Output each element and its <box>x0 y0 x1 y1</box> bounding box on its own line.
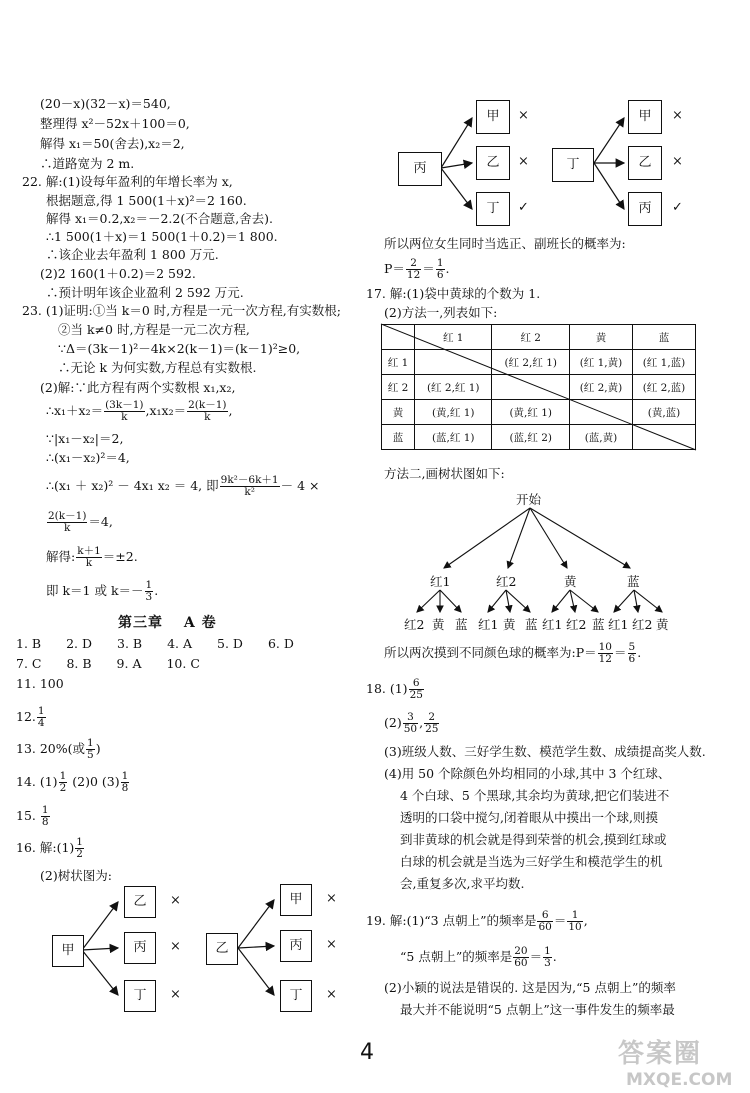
tree-node: 甲 <box>628 100 662 134</box>
q23-line: ∴x₁＋x₂＝ $\frac{(3k-1)}{k}$ ,x₁x₂＝ $\frac{2(k-1)}{k}$ , <box>46 399 233 423</box>
answer-line: 15. $\frac{1}{8}$ <box>16 804 49 828</box>
fraction: $\frac{2(k-1)}{k}$ <box>48 510 87 534</box>
q22-line: 解得 x₁＝0.2,x₂＝－2.2(不合题意,舍去). <box>46 211 274 226</box>
answer-line: 14. (1) $\frac{1}{2}$ (2)0 (3) $\frac{1}{8}$ <box>16 770 129 794</box>
tree-node: 丙 <box>124 932 156 964</box>
eq-line: ∴道路宽为 2 m. <box>40 156 135 171</box>
tree-node: 丙 <box>628 192 662 226</box>
tree-leaf: 蓝 <box>525 617 538 632</box>
q18-line: (4)用 50 个除颜色外均相同的小球,其中 3 个红球、 <box>384 766 671 781</box>
watermark-logo: 答案圈 MXQE.COM <box>618 1039 733 1090</box>
q22-line: ∴预计明年该企业盈利 2 592 万元. <box>46 285 244 300</box>
q23-line: ∵Δ＝(3k－1)²－4k×2(k－1)＝(k－1)²≥0, <box>58 341 301 356</box>
table-row: 黄 (黄,红 1) (黄,红 1) (黄,蓝) <box>382 400 696 425</box>
fraction: $\frac{2(k-1)}{k}$ <box>188 399 227 423</box>
fraction: $\frac{20}{60}$ <box>514 945 528 969</box>
q18-line: (2) $\frac{3}{50}$ , $\frac{2}{25}$ <box>384 711 439 735</box>
q23-line: ∴无论 k 为何实数,方程总有实数根. <box>58 360 257 375</box>
tree-level1: 红1 <box>430 574 451 589</box>
tree-level1: 蓝 <box>627 574 640 589</box>
text-line: 所以两位女生同时当选正、副班长的概率为: <box>384 236 626 251</box>
table-header: 蓝 <box>632 325 695 350</box>
chapter-title: 第三章 A 卷 <box>118 615 217 631</box>
cross-mark: × <box>518 154 529 169</box>
fraction: $\frac{6}{60}$ <box>538 909 552 933</box>
tree-node-root: 丙 <box>398 152 442 186</box>
q23-line: $\frac{2(k-1)}{k}$ ＝4, <box>48 510 113 534</box>
table-row: 蓝 (蓝,红 1) (蓝,红 2) (蓝,黄) <box>382 425 696 450</box>
fraction: $\frac{1}{4}$ <box>37 705 45 729</box>
cross-mark: × <box>672 108 683 123</box>
q23-line: ∴(x₁－x₂)²＝4, <box>46 450 130 465</box>
tree-leaf: 蓝 <box>592 617 605 632</box>
q18-line: 4 个白球、5 个黑球,其余均为黄球,把它们装进不 <box>400 788 670 803</box>
q23-line: (2)解:∵此方程有两个实数根 x₁,x₂, <box>40 380 236 395</box>
answer-line: 1. B 2. D 3. B 4. A 5. D 6. D <box>16 636 294 651</box>
cross-mark: × <box>518 108 529 123</box>
q18-line: 到非黄球的机会就是得到荣誉的机会,摸到红球或 <box>400 832 667 847</box>
q19-line: 最大并不能说明“5 点朝上”这一事件发生的频率最 <box>400 1002 675 1017</box>
tree-leaf: 红1 <box>542 617 563 632</box>
fraction: $\frac{\text{9k²－6k＋1}}{\text{k²}}$ <box>220 474 279 498</box>
eq-line: 解得 x₁＝50(舍去),x₂＝2, <box>40 136 185 151</box>
fraction: $\frac{3}{50}$ <box>403 711 418 735</box>
tree-leaf: 黄 <box>503 617 516 632</box>
q19-line: 19. 解:(1)“3 点朝上”的频率是 $\frac{6}{60}$ ＝ $\frac{1}{10}$ , <box>366 909 588 933</box>
q17-line: 方法二,画树状图如下: <box>384 466 505 481</box>
fraction: $\frac{2}{25}$ <box>425 711 439 735</box>
answer-line: 11. 100 <box>16 676 64 691</box>
answer-line: 16. 解:(1) $\frac{1}{2}$ <box>16 836 83 860</box>
tree-leaf: 红1 <box>478 617 499 632</box>
fraction: $\frac{1}{8}$ <box>121 770 129 794</box>
table-header: 红 2 <box>492 325 569 350</box>
q23-line: ∴(x₁ ＋ x₂)² － 4x₁ x₂ ＝ 4, 即 $\frac{\text{9k²－6k＋1}}{\text{k²}}$ － 4 × <box>46 474 320 498</box>
q19-line: “5 点朝上”的频率是 $\frac{20}{60}$ ＝ $\frac{1}{3}$ . <box>400 945 557 969</box>
q23-line: ②当 k≠0 时,方程是一元二次方程, <box>58 322 250 337</box>
q22-line: 22. 解:(1)设每年盈利的年增长率为 x, <box>22 174 233 189</box>
cross-mark: × <box>672 154 683 169</box>
cross-mark: × <box>326 937 337 952</box>
fraction: $\frac{6}{25}$ <box>409 677 423 701</box>
table-header: 红 1 <box>415 325 492 350</box>
fraction: $\frac{1}{2}$ <box>59 770 67 794</box>
answer-line: 12. $\frac{1}{4}$ <box>16 705 45 729</box>
q23-line: 解得: $\frac{k+1}{k}$ ＝±2. <box>46 545 138 569</box>
tree-node: 丁 <box>476 192 510 226</box>
cross-mark: × <box>326 987 337 1002</box>
fraction: $\frac{1}{8}$ <box>41 804 49 828</box>
fraction: $\frac{1}{5}$ <box>87 737 94 761</box>
q18-line: 白球的机会就是当选为三好学生和模范学生的机 <box>400 854 663 869</box>
tree-leaf: 红1 <box>608 617 629 632</box>
q17-line: (2)方法一,列表如下: <box>384 305 498 320</box>
tree-node: 甲 <box>476 100 510 134</box>
table-header: 黄 <box>569 325 632 350</box>
tree-node-root: 丁 <box>552 148 594 182</box>
fraction: $\frac{1}{6}$ <box>436 257 444 281</box>
q18-line: 会,重复多次,求平均数. <box>400 876 525 891</box>
q22-line: (2)2 160(1＋0.2)＝2 592. <box>40 266 196 281</box>
cross-mark: × <box>326 891 337 906</box>
fraction: $\frac{1}{3}$ <box>145 579 153 603</box>
answer-line: (2)树状图为: <box>40 868 112 883</box>
fraction: $\frac{2}{12}$ <box>406 257 421 281</box>
check-mark: ✓ <box>518 200 529 215</box>
fraction: $\frac{10}{12}$ <box>598 641 612 665</box>
fraction: $\frac{(3k-1)}{k}$ <box>105 399 144 423</box>
cross-mark: × <box>170 987 181 1002</box>
tree-node-root: 乙 <box>206 933 238 965</box>
q17-line: 所以两次摸到不同颜色球的概率为:P＝ $\frac{10}{12}$ ＝ $\frac{5}{6}$ . <box>384 641 642 665</box>
q18-line: (3)班级人数、三好学生数、模范学生数、成绩提高奖人数. <box>384 744 706 759</box>
tree-level1: 红2 <box>496 574 517 589</box>
tree-leaf: 红2 <box>566 617 587 632</box>
fraction: $\frac{5}{6}$ <box>628 641 636 665</box>
table-row: 红 2 (红 2,红 1) (红 2,黄) (红 2,蓝) <box>382 375 696 400</box>
tree-level1: 黄 <box>564 574 577 589</box>
cross-mark: × <box>170 939 181 954</box>
tree-node-root: 甲 <box>52 935 84 967</box>
fraction: $\frac{k+1}{k}$ <box>77 545 101 569</box>
tree-node: 乙 <box>124 886 156 918</box>
text-line: P＝ $\frac{2}{12}$ ＝ $\frac{1}{6}$ . <box>384 257 450 281</box>
eq-line: (20－x)(32－x)＝540, <box>40 96 171 111</box>
q23-line: 23. (1)证明:①当 k＝0 时,方程是一元一次方程,有实数根; <box>22 303 341 318</box>
answer-line: 7. C 8. B 9. A 10. C <box>16 656 200 671</box>
tree-node: 丙 <box>280 930 312 962</box>
eq-line: 整理得 x²－52x＋100＝0, <box>40 116 190 131</box>
tree-leaf: 红2 <box>404 617 425 632</box>
tree-node: 乙 <box>476 146 510 180</box>
q22-line: 根据题意,得 1 500(1＋x)²＝2 160. <box>46 193 247 208</box>
q19-line: (2)小颖的说法是错误的. 这是因为,“5 点朝上”的频率 <box>384 980 676 995</box>
tree-leaf: 黄 <box>656 617 669 632</box>
tree-start: 开始 <box>516 492 542 507</box>
cross-mark: × <box>170 893 181 908</box>
fraction: $\frac{1}{2}$ <box>76 836 83 860</box>
table-row: 红 1 (红 2,红 1) (红 1,黄) (红 1,蓝) <box>382 350 696 375</box>
fraction: $\frac{1}{3}$ <box>544 945 551 969</box>
q18-line: 透明的口袋中搅匀,闭着眼从中摸出一个球,则摸 <box>400 810 658 825</box>
tree-node: 甲 <box>280 884 312 916</box>
q22-line: ∴该企业去年盈利 1 800 万元. <box>46 247 219 262</box>
q22-line: ∴1 500(1＋x)＝1 500(1＋0.2)＝1 800. <box>46 229 278 244</box>
fraction: $\frac{1}{10}$ <box>568 909 582 933</box>
tree-node: 丁 <box>124 980 156 1012</box>
tree-leaf: 红2 <box>632 617 653 632</box>
tree-leaf: 黄 <box>432 617 445 632</box>
tree-node: 丁 <box>280 980 312 1012</box>
q23-line: 即 k＝1 或 k＝－ $\frac{1}{3}$ . <box>46 579 159 603</box>
tree-node: 乙 <box>628 146 662 180</box>
q23-line: ∵|x₁－x₂|＝2, <box>46 431 124 446</box>
q18-line: 18. (1) $\frac{6}{25}$ <box>366 677 423 701</box>
page-number: 4 <box>360 1040 374 1065</box>
answer-line: 13. 20%(或 $\frac{1}{5}$ ) <box>16 737 101 761</box>
tree-leaf: 蓝 <box>455 617 468 632</box>
check-mark: ✓ <box>672 200 683 215</box>
q17-line: 17. 解:(1)袋中黄球的个数为 1. <box>366 286 541 301</box>
